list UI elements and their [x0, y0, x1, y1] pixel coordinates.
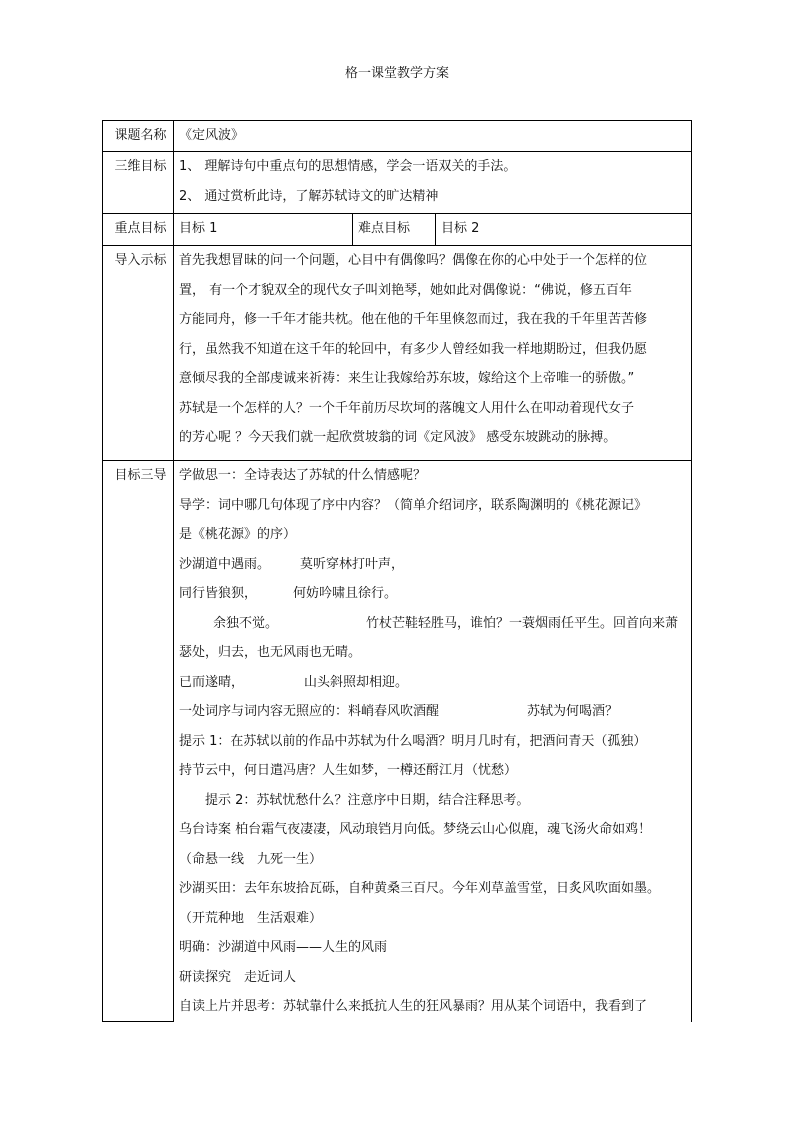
guide-line: 提示 2：苏轼忧愁什么？注意序中日期，结合注释思考。 — [205, 792, 530, 808]
guide-line: 持节云中，何日遣冯唐？人生如梦，一樽还酹江月（忧愁） — [179, 763, 518, 778]
guide-line: 导学：词中哪几句体现了序中内容？（简单介绍词序，联系陶渊明的《桃花源记》 — [179, 497, 648, 513]
intro-line: 方能同舟，修一千年才能共枕。他在他的千年里倏忽而过，我在我的千年里苦苦修 — [179, 312, 648, 327]
goal-item-1: 1、 理解诗句中重点句的思想情感，学会一语双关的手法。 — [179, 159, 517, 174]
poem-verse: 莫听穿林打叶声， — [300, 556, 405, 572]
lesson-plan-table — [102, 120, 692, 1022]
guide-label: 目标三导 — [103, 461, 174, 1022]
intro-content — [174, 246, 692, 461]
goal-item-2: 2、 通过赏析此诗，了解苏轼诗文的旷达精神 — [179, 188, 439, 204]
row-intro — [103, 246, 692, 461]
guide-line: （命悬一线 九死一生） — [179, 851, 323, 867]
poem-line: 瑟处，归去，也无风雨也无晴。 — [179, 645, 362, 660]
row-goals — [103, 152, 692, 214]
poem-preface: 同行皆狼狈， — [179, 586, 258, 601]
guide-line: 沙湖买田：去年东坡拾瓦砾，自种黄桑三百尺。今年刈草盖雪堂，日炙风吹面如墨。 — [179, 881, 661, 896]
intro-line: 置， 有一个才貌双全的现代女子叫刘艳琴，她如此对偶像说：“佛说，修五百年 — [179, 282, 632, 298]
focus-label: 重点目标 — [103, 214, 174, 246]
poem-line — [179, 579, 691, 609]
goals-content — [174, 152, 692, 214]
row-topic — [103, 121, 692, 152]
guide-line: 自读上片并思考：苏轼靠什么来抵抗人生的狂风暴雨？用从某个词语中，我看到了 — [179, 999, 648, 1014]
row-focus — [103, 214, 692, 246]
poem-line — [179, 668, 691, 698]
goals-label: 三维目标 — [103, 152, 174, 214]
page-title: 格一课堂教学方案 — [344, 66, 449, 81]
guide-line: 研读探究 走近词人 — [179, 969, 297, 985]
row-guide — [103, 461, 692, 1022]
intro-label: 导入示标 — [103, 246, 174, 461]
poem-line — [179, 550, 691, 580]
guide-content — [174, 461, 692, 1022]
intro-line: 的芳心呢 ？今天我们就一起欣赏坡翁的词《定风波》 感受东坡跳动的脉搏。 — [179, 430, 617, 445]
intro-line: 首先我想冒昧的问一个问题，心目中有偶像吗？偶像在你的心中处于一个怎样的位 — [179, 253, 648, 268]
question-text: 一处词序与词内容无照应的：料峭春风吹酒醒 — [179, 704, 440, 719]
poem-verse: 竹杖芒鞋轻胜马，谁怕？一蓑烟雨任平生。回首向来萧 — [366, 615, 679, 631]
question-text: 苏轼为何喝酒？ — [527, 704, 619, 719]
poem-line — [179, 609, 691, 639]
difficulty-value: 目标 2 — [436, 214, 692, 246]
poem-preface: 已而遂晴， — [179, 674, 245, 690]
guide-line: 明确：沙湖道中风雨——人生的风雨 — [179, 940, 388, 955]
intro-line: 意倾尽我的全部虔诚来祈祷：来生让我嫁给苏东坡，嫁给这个上帝唯一的骄傲。” — [179, 371, 635, 386]
guide-line: 提示 1：在苏轼以前的作品中苏轼为什么喝酒？明月几时有，把酒问青天（孤独） — [179, 733, 647, 749]
difficulty-label: 难点目标 — [353, 214, 436, 246]
guide-line: 乌台诗案 柏台霜气夜凄凄，风动琅铛月向低。梦绕云山心似鹿，魂飞汤火命如鸡！ — [179, 822, 652, 837]
poem-preface: 沙湖道中遇雨。 — [179, 556, 271, 572]
topic-value: 《定风波》 — [174, 121, 692, 152]
poem-preface: 余独不觉。 — [213, 615, 279, 631]
poem-verse: 何妨吟啸且徐行。 — [293, 586, 398, 601]
topic-label: 课题名称 — [103, 121, 174, 152]
guide-line: （开荒种地 生活艰难） — [179, 910, 323, 926]
intro-line: 行，虽然我不知道在这千年的轮回中，有多少人曾经如我一样地期盼过，但我仍愿 — [179, 341, 648, 357]
guide-line: 是《桃花源》的序） — [179, 527, 297, 542]
guide-line — [179, 697, 691, 727]
guide-line: 学做思一：全诗表达了苏轼的什么情感呢？ — [179, 468, 427, 483]
intro-line: 苏轼是一个怎样的人？一个千年前历尽坎坷的落魄文人用什么在叩动着现代女子 — [179, 400, 635, 416]
poem-verse: 山头斜照却相迎。 — [304, 674, 409, 690]
focus-value: 目标 1 — [174, 214, 353, 246]
